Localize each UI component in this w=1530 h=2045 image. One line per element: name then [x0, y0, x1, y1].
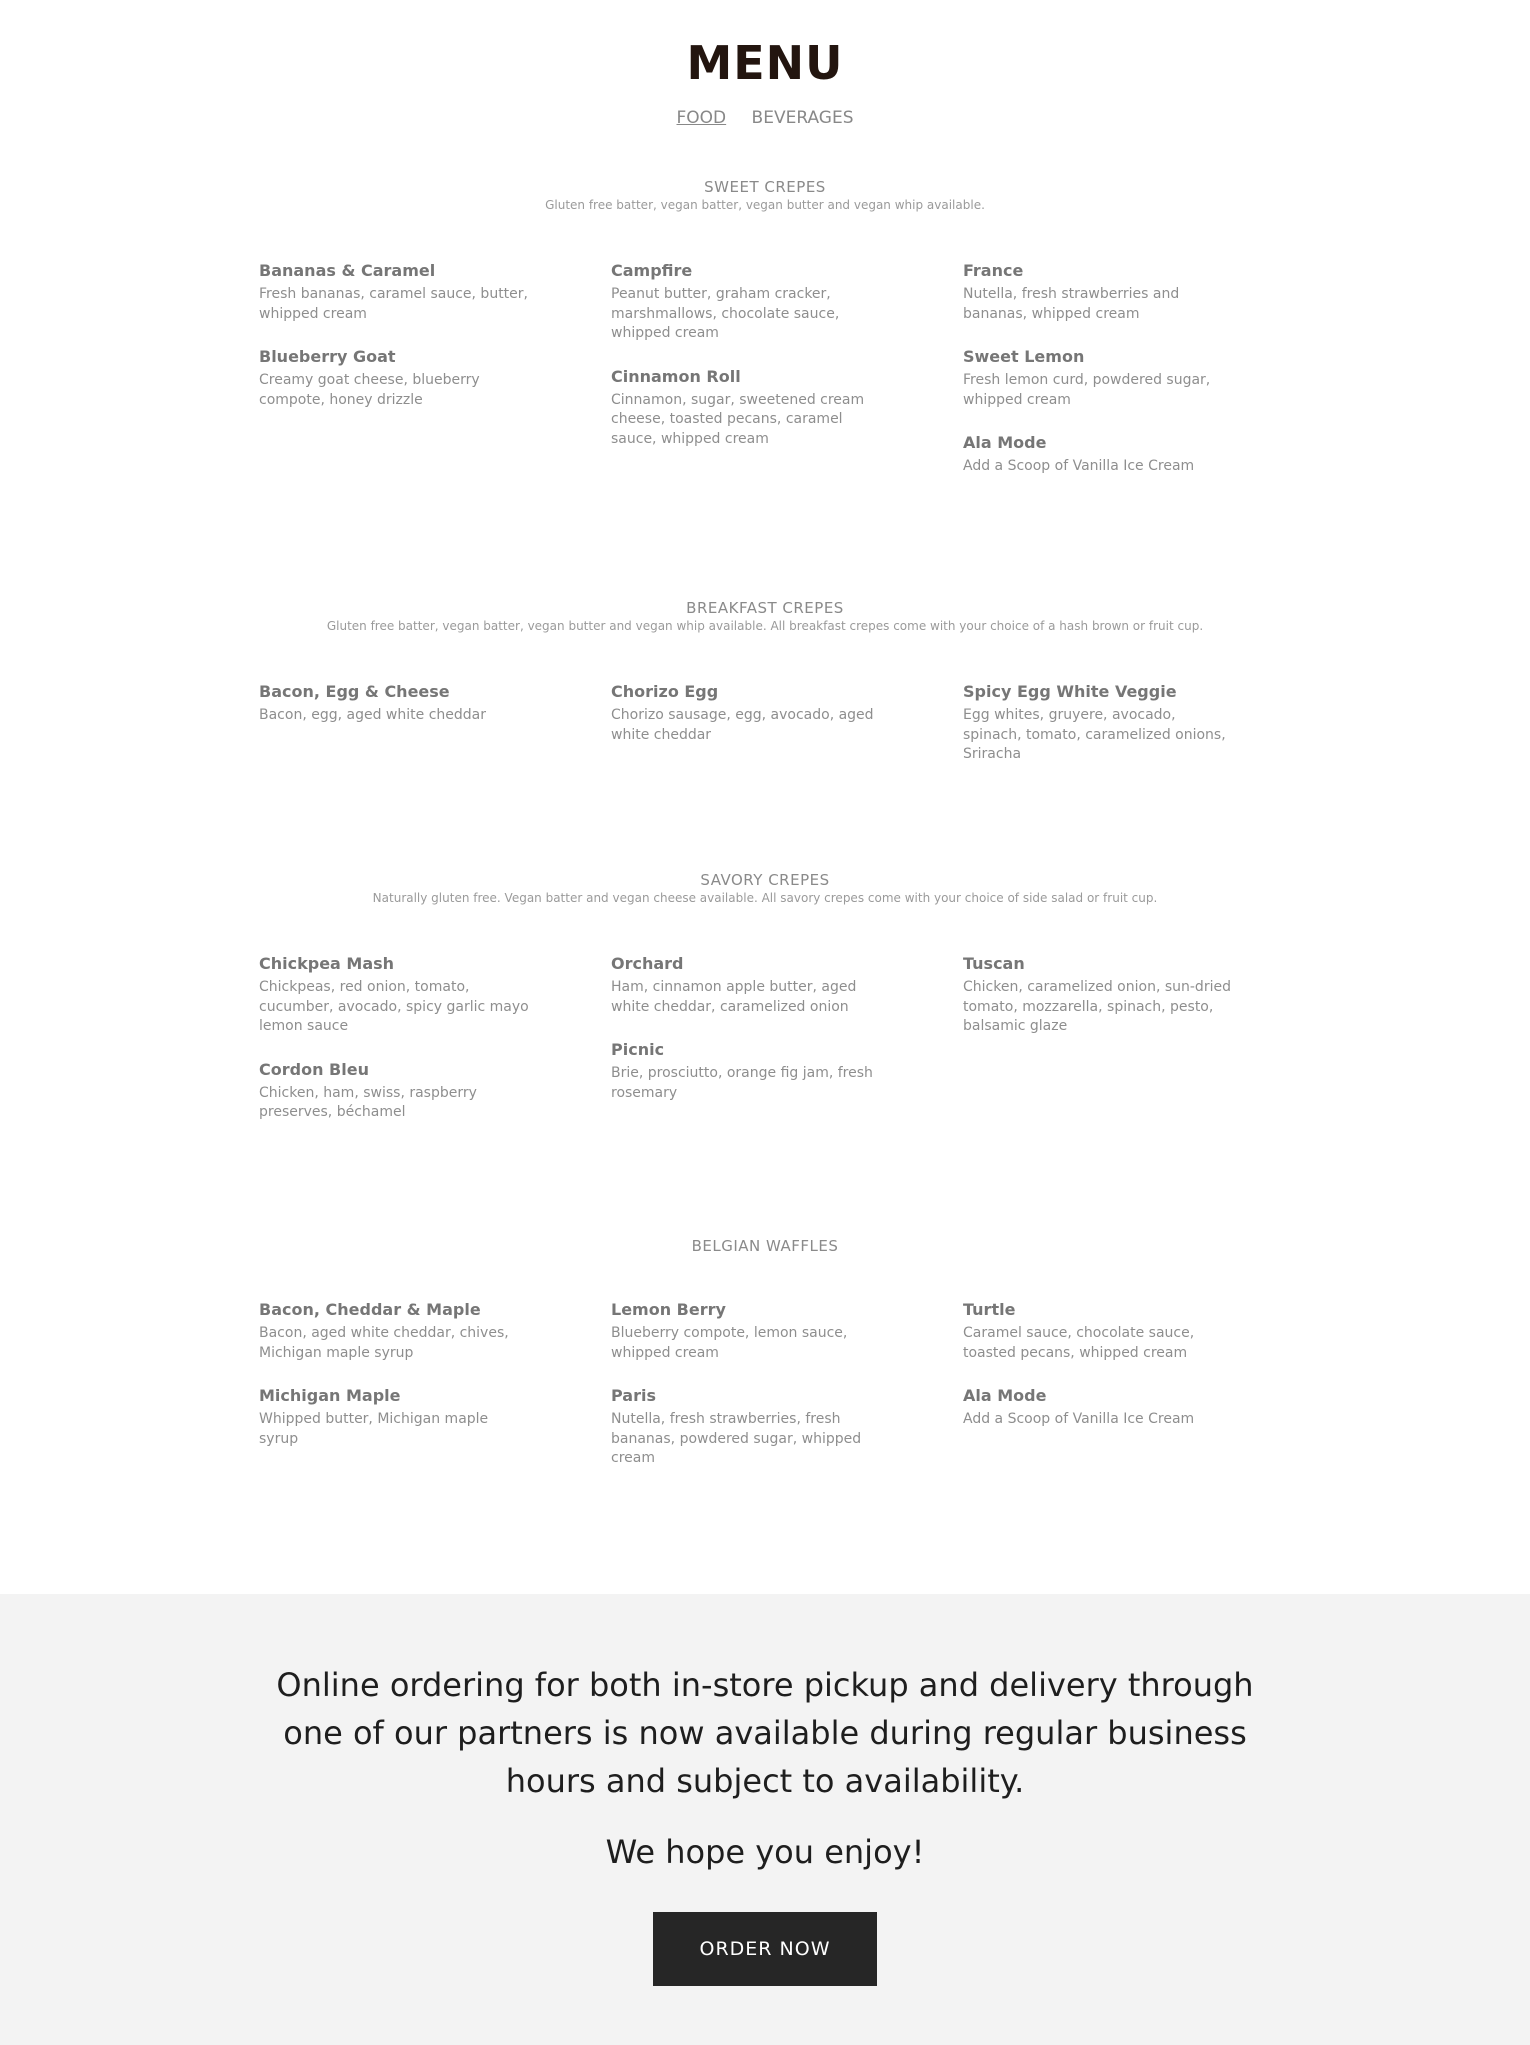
menu-column [611, 1299, 881, 1491]
item-description: Chorizo sausage, egg, avocado, aged white cheddar [611, 707, 874, 743]
menu-item [963, 260, 1233, 324]
section-title: SWEET CREPES [704, 178, 826, 196]
menu-item [611, 366, 881, 450]
item-description: Bacon, egg, aged white cheddar [259, 707, 486, 723]
item-name: Tuscan [963, 954, 1025, 973]
item-name: France [963, 261, 1024, 280]
menu-item [259, 953, 529, 1037]
item-description: Chicken, ham, swiss, raspberry preserves, béchamel [259, 1084, 477, 1120]
menu-item [611, 1385, 881, 1469]
menu-column [259, 260, 529, 432]
menu-item [611, 681, 881, 745]
tab-beverages[interactable]: BEVERAGES [751, 108, 854, 128]
item-name: Chorizo Egg [611, 682, 719, 701]
item-name: Sweet Lemon [963, 347, 1085, 366]
menu-item [963, 1299, 1233, 1363]
menu-item [259, 681, 529, 726]
menu-item [611, 260, 881, 344]
item-description: Cinnamon, sugar, sweetened cream cheese, toasted pecans, caramel sauce, whipped cream [611, 391, 865, 447]
item-name: Michigan Maple [259, 1386, 401, 1405]
item-description: Fresh bananas, caramel sauce, butter, whipped cream [259, 286, 528, 322]
menu-item [259, 1385, 529, 1449]
item-description: Peanut butter, graham cracker, marshmallows, chocolate sauce, whipped cream [611, 286, 840, 341]
order-now-button[interactable]: ORDER NOW [653, 1912, 877, 1986]
menu-item [963, 953, 1233, 1037]
menu-item [963, 681, 1233, 765]
item-name: Blueberry Goat [259, 347, 396, 366]
menu-column [611, 681, 881, 767]
item-description: Add a Scoop of Vanilla Ice Cream [963, 1411, 1195, 1427]
item-description: Add a Scoop of Vanilla Ice Cream [963, 458, 1195, 474]
item-name: Cordon Bleu [259, 1059, 369, 1079]
section-note: Gluten free batter, vegan batter, vegan butter and vegan whip available. [545, 198, 985, 212]
menu-item [259, 1299, 529, 1363]
menu-column [611, 260, 881, 471]
item-name: Turtle [963, 1300, 1016, 1319]
promo-message: Online ordering for both in-store pickup and delivery through one of our partners is now available during regular business hours and subject to availability. [276, 1666, 1254, 1800]
section-title: SAVORY CREPES [700, 871, 830, 889]
section-note: Naturally gluten free. Vegan batter and vegan cheese available. All savory crepes come with your choice of side salad or fruit cup. [372, 891, 1158, 905]
item-name: Campfire [611, 261, 693, 280]
item-description: Brie, prosciutto, orange fig jam, fresh rosemary [611, 1065, 873, 1101]
item-name: Spicy Egg White Veggie [963, 682, 1177, 701]
menu-column [963, 1299, 1233, 1452]
item-description: Whipped butter, Michigan maple syrup [259, 1411, 489, 1447]
item-name: Bacon, Cheddar & Maple [259, 1300, 481, 1319]
item-name: Cinnamon Roll [611, 366, 741, 386]
item-name: Chickpea Mash [259, 954, 395, 973]
item-description: Caramel sauce, chocolate sauce, toasted pecans, whipped cream [963, 1325, 1195, 1361]
item-name: Paris [611, 1386, 656, 1405]
page-title: MENU [686, 36, 844, 90]
menu-column [963, 681, 1233, 787]
menu-item [963, 432, 1233, 477]
item-description: Bacon, aged white cheddar, chives, Michigan maple syrup [259, 1325, 509, 1361]
section-title: BREAKFAST CREPES [686, 599, 844, 617]
item-description: Blueberry compote, lemon sauce, whipped cream [611, 1325, 848, 1361]
item-description: Egg whites, gruyere, avocado, spinach, tomato, caramelized onions, Sriracha [963, 707, 1226, 762]
item-description: Chickpeas, red onion, tomato, cucumber, avocado, spicy garlic mayo lemon sauce [259, 979, 529, 1034]
menu-item [259, 260, 529, 324]
item-description: Creamy goat cheese, blueberry compote, honey drizzle [259, 372, 480, 408]
item-name: Picnic [611, 1040, 665, 1059]
menu-column [611, 953, 881, 1125]
menu-column [259, 1299, 529, 1471]
menu-column [259, 681, 529, 748]
tab-food[interactable]: FOOD [676, 108, 727, 128]
order-promo-banner [0, 1594, 1530, 2045]
menu-item [611, 1299, 881, 1363]
menu-item [963, 346, 1233, 410]
section-title: BELGIAN WAFFLES [691, 1237, 839, 1255]
item-description: Fresh lemon curd, powdered sugar, whipped cream [963, 372, 1211, 408]
item-name: Ala Mode [963, 1386, 1047, 1405]
item-description: Nutella, fresh strawberries and bananas, whipped cream [963, 286, 1180, 322]
item-name: Ala Mode [963, 433, 1047, 452]
item-name: Orchard [611, 954, 684, 973]
item-description: Nutella, fresh strawberries, fresh bananas, powdered sugar, whipped cream [611, 1411, 862, 1466]
promo-enjoy-text: We hope you enjoy! [605, 1833, 925, 1871]
section-note: Gluten free batter, vegan batter, vegan butter and vegan whip available. All breakfast crepes come with your choice of a hash brown or fruit cup. [326, 619, 1204, 633]
menu-column [259, 953, 529, 1145]
item-name: Bacon, Egg & Cheese [259, 682, 450, 701]
menu-column [963, 953, 1233, 1059]
item-description: Ham, cinnamon apple butter, aged white cheddar, caramelized onion [611, 979, 857, 1015]
menu-item [963, 1385, 1233, 1430]
item-name: Bananas & Caramel [259, 261, 436, 280]
menu-item [611, 953, 881, 1017]
menu-item [259, 346, 529, 410]
menu-column [963, 260, 1233, 499]
menu-tabs [0, 106, 1530, 130]
menu-item [611, 1039, 881, 1103]
item-name: Lemon Berry [611, 1300, 726, 1319]
menu-item [259, 1059, 529, 1123]
item-description: Chicken, caramelized onion, sun-dried tomato, mozzarella, spinach, pesto, balsamic glaze [963, 979, 1231, 1034]
